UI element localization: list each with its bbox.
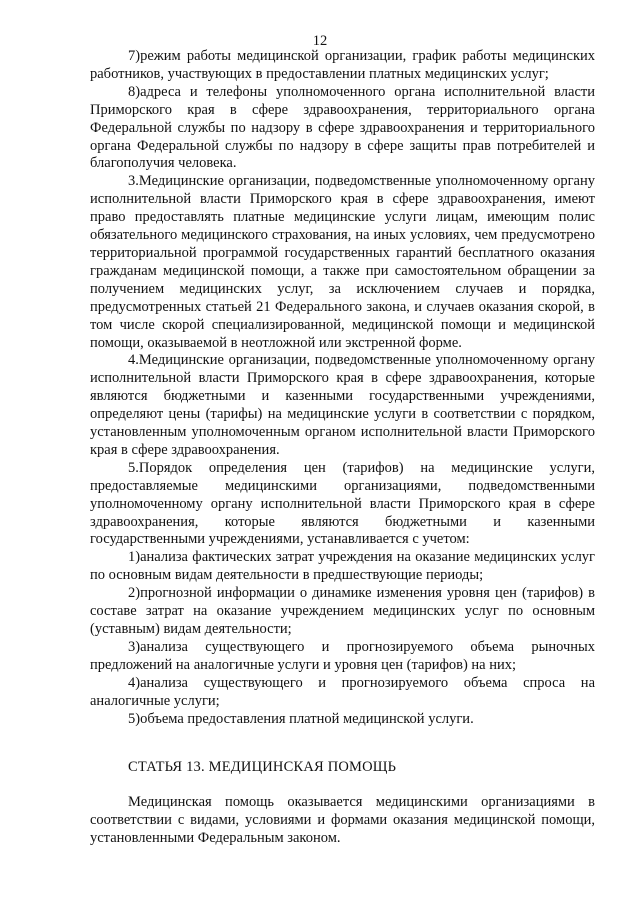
page-number: 12 <box>312 33 328 49</box>
list-item-work-schedule: 7)режим работы медицинской организации, график работы медицинских работников, участвующих в предоставлении платных медицинских услуг; <box>90 48 595 82</box>
list-item-demand-analysis: 4)анализа существующего и прогнозируемого объема спроса на аналогичные услуги; <box>90 674 595 709</box>
section-body <box>90 794 595 848</box>
paragraph-clause-5: 5.Порядок определения цен (тарифов) на медицинские услуги, предоставляемые медицинскими организациями, подведомственными уполномоченному органу исполнительной власти Приморского края в сфере здравоохранения, которые являются бюджетными и казенными государственными учреждениями, устанавливается с учетом: <box>90 459 595 548</box>
list-item-service-volume: 5)объема предоставления платной медицинской услуги. <box>128 710 474 727</box>
document-body <box>90 48 595 728</box>
paragraph-medical-care: Медицинская помощь оказывается медицинскими организациями в соответствии с видами, условиями и формами оказания медицинской помощи, установленными Федеральным законом. <box>90 794 595 846</box>
section-heading: СТАТЬЯ 13. МЕДИЦИНСКАЯ ПОМОЩЬ <box>128 759 397 775</box>
list-item-cost-analysis: 1)анализа фактических затрат учреждения на оказание медицинских услуг по основным видам деятельности в предшествующие периоды; <box>90 549 595 584</box>
list-item-market-supply: 3)анализа существующего и прогнозируемого объема рыночных предложений на аналогичные услуги и уровня цен (тарифов) на них; <box>90 638 595 673</box>
list-item-authority-addresses: 8)адреса и телефоны уполномоченного органа исполнительной власти Приморского края в сфере здравоохранения, территориального органа Федеральной службы по надзору в сфере здравоохранения и территориального органа Федеральной службы по надзору в сфере защиты прав потребителей и благополучия человека. <box>90 83 595 172</box>
list-item-price-forecast: 2)прогнозной информации о динамике изменения уровня цен (тарифов) в составе затрат на оказание учреждением медицинских услуг по основным (уставным) видам деятельности; <box>90 585 595 637</box>
paragraph-clause-3: 3.Медицинские организации, подведомственные уполномоченному органу исполнительной власти Приморского края в сфере здравоохранения, имеют право предоставлять платные медицинские услуги лицам, имеющим полис обязательного медицинского страхования, на иных условиях, чем предусмотрено территориальной программой государственных гарантий бесплатного оказания гражданам медицинской помощи, а также при самостоятельном обращении за получением медицинских услуг, за исключением случаев и порядка, предусмотренных статьей 21 Федерального закона, и случаев оказания скорой, в том числе скорой специализированной, медицинской помощи и медицинской помощи, оказываемой в неотложной или экстренной форме. <box>90 173 595 351</box>
paragraph-clause-4: 4.Медицинские организации, подведомственные уполномоченному органу исполнительной власти Приморского края в сфере здравоохранения, которые являются бюджетными и казенными государственными учреждениями, определяют цены (тарифы) на медицинские услуги в соответствии с порядком, установленным уполномоченным органом исполнительной власти Приморского края в сфере здравоохранения. <box>90 352 595 458</box>
